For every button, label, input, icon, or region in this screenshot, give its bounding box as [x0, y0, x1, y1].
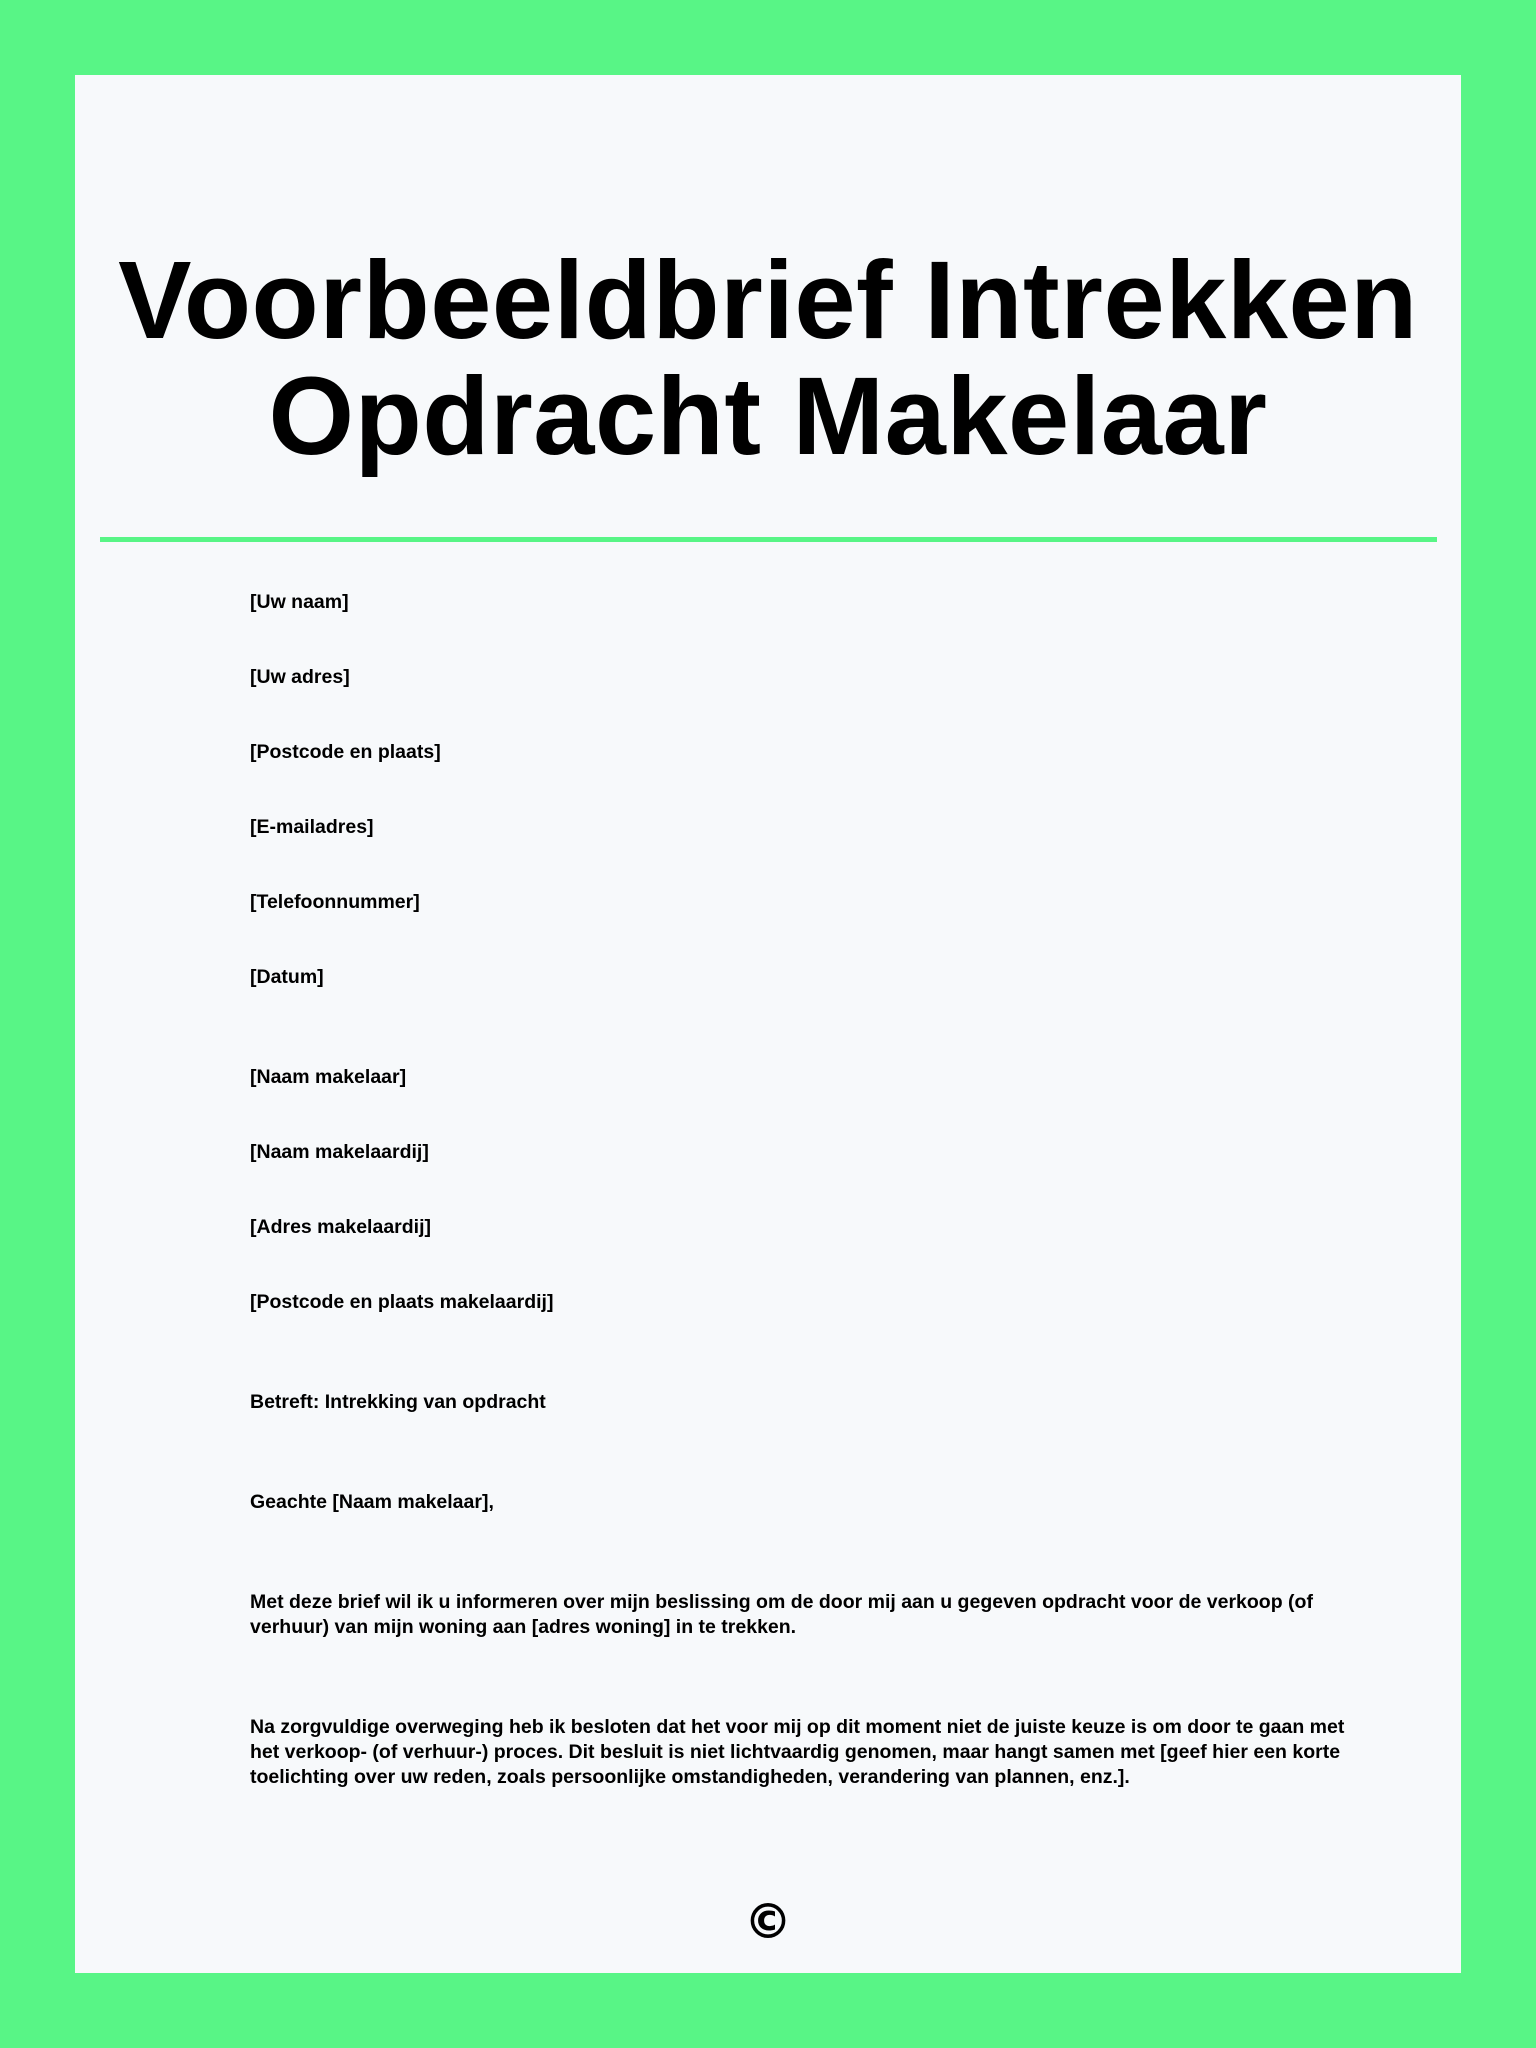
recipient-address: [Adres makelaardij] [250, 1216, 431, 1238]
document-title [75, 239, 1461, 478]
title-line-1: Voorbeeldbrief Intrekken [118, 239, 1418, 362]
recipient-name: [Naam makelaar] [250, 1066, 407, 1088]
sender-address: [Uw adres] [250, 666, 350, 688]
recipient-postcode-city: [Postcode en plaats makelaardij] [250, 1291, 554, 1313]
letter-salutation: Geachte [Naam makelaar], [250, 1491, 494, 1513]
copyright-symbol: © [744, 1894, 792, 1950]
recipient-agency: [Naam makelaardij] [250, 1141, 429, 1163]
title-line-2: Opdracht Makelaar [268, 355, 1268, 478]
sender-email: [E-mailadres] [250, 816, 374, 838]
title-divider [100, 537, 1437, 542]
paragraph-2: Na zorgvuldige overweging heb ik besloten dat het voor mij op dit moment niet de juiste keuze is om door te gaan met het verkoop- (of verhuur-) proces. Dit besluit is niet lichtvaardig genomen, maar hangt samen met [geef hier een korte toelichting over uw reden, zoals persoonlijke omstandigheden, verandering van plannen, enz.]. [250, 1716, 1345, 1788]
paragraph-1: Met deze brief wil ik u informeren over mijn beslissing om de door mij aan u gegeven opdracht voor de verkoop (of verhuur) van mijn woning aan [adres woning] in te trekken. [250, 1591, 1313, 1638]
sender-phone: [Telefoonnummer] [250, 891, 420, 913]
sender-name: [Uw naam] [250, 591, 349, 613]
letter-date: [Datum] [250, 966, 324, 988]
letter-subject: Betreft: Intrekking van opdracht [250, 1391, 546, 1413]
letter-page [75, 75, 1461, 1973]
sender-postcode-city: [Postcode en plaats] [250, 741, 441, 763]
